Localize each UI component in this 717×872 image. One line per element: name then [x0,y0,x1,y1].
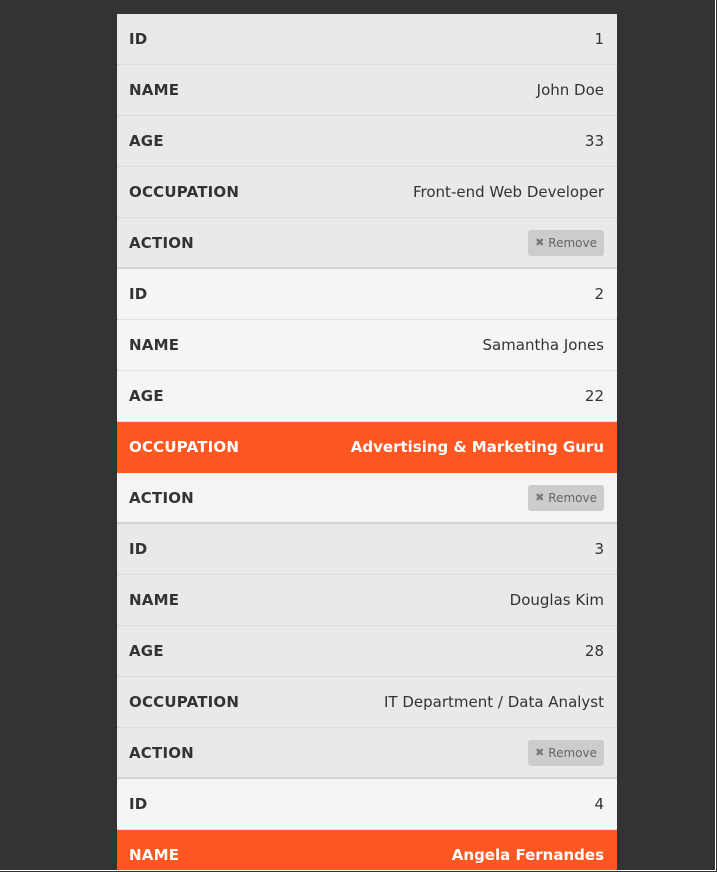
remove-button-label: Remove [548,490,597,505]
table-row-occupation [117,167,617,218]
field-label: OCCUPATION [129,183,240,201]
remove-button[interactable] [528,230,604,256]
field-value: Samantha Jones [482,336,604,354]
field-label: ACTION [129,743,194,762]
table-row-name [117,65,617,116]
remove-button-label: Remove [548,745,597,760]
records-table [117,14,617,871]
field-label: ID [129,30,148,48]
record-3 [117,524,617,779]
table-row-age [117,116,617,167]
remove-button[interactable] [528,485,604,511]
field-label: OCCUPATION [129,693,240,711]
table-row-occupation [117,677,617,728]
table-row-age [117,626,617,677]
times-icon: ✖ [535,236,545,249]
record-4 [117,779,617,871]
table-row-name-highlighted[interactable] [117,830,617,871]
field-value: 1 [594,30,604,48]
field-value: 22 [584,387,604,405]
times-icon: ✖ [535,491,545,504]
table-row-id [117,524,617,575]
field-value: Advertising & Marketing Guru [350,438,604,456]
field-value: 33 [584,132,604,150]
field-label: AGE [129,132,164,150]
field-label: NAME [129,81,180,99]
table-row-age [117,371,617,422]
field-value: John Doe [536,81,604,99]
table-row-action [117,473,617,524]
field-value: IT Department / Data Analyst [384,693,604,711]
field-label: NAME [129,336,180,354]
field-label: ID [129,540,148,558]
remove-button[interactable] [528,740,604,766]
field-value: Angela Fernandes [451,846,604,864]
field-label: NAME [129,591,180,609]
table-row-id [117,269,617,320]
table-row-id [117,14,617,65]
table-row-id [117,779,617,830]
field-value: Front-end Web Developer [413,183,604,201]
field-value: 4 [594,795,604,813]
field-label: AGE [129,642,164,660]
field-value: 28 [584,642,604,660]
field-label: OCCUPATION [129,438,240,456]
table-row-occupation-highlighted[interactable] [117,422,617,473]
table-row-name [117,575,617,626]
field-label: ID [129,795,148,813]
record-1 [117,14,617,269]
times-icon: ✖ [535,746,545,759]
table-row-name [117,320,617,371]
field-value: 3 [594,540,604,558]
remove-button-label: Remove [548,235,597,250]
field-value: Douglas Kim [509,591,604,609]
field-label: ACTION [129,488,194,507]
field-label: AGE [129,387,164,405]
table-row-action [117,728,617,779]
field-label: ACTION [129,233,194,252]
table-row-action [117,218,617,269]
field-label: NAME [129,846,180,864]
field-value: 2 [594,285,604,303]
field-label: ID [129,285,148,303]
record-2 [117,269,617,524]
